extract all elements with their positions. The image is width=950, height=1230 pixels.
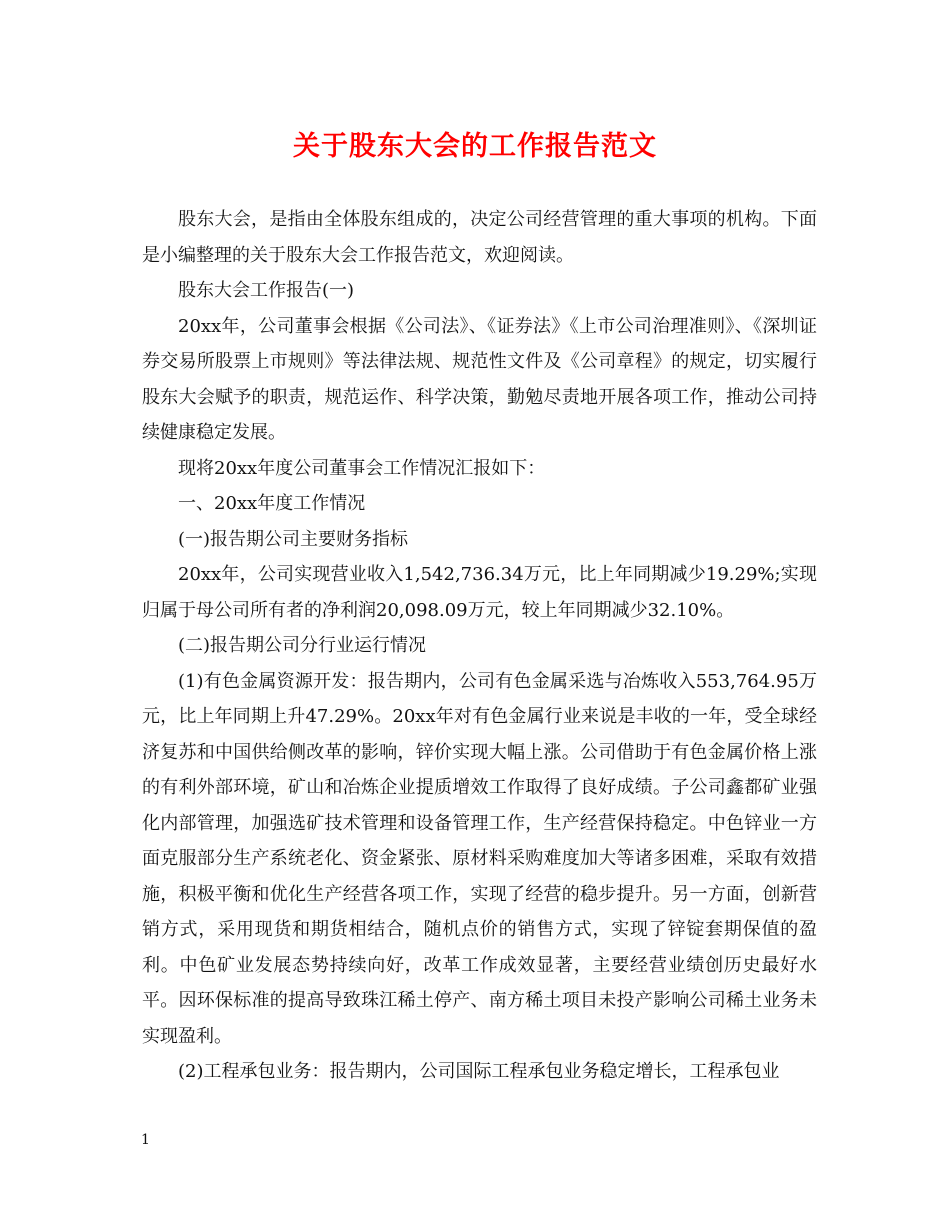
document-title: 关于股东大会的工作报告范文	[293, 131, 657, 162]
paragraph-board-overview: 20xx年，公司董事会根据《公司法》、《证券法》《上市公司治理准则》、《深圳证券交易所股票上市规则》等法律法规、规范性文件及《公司章程》的规定，切实履行股东大会赋予的职责，规范运作、科学决策，勤勉尽责地开展各项工作，推动公司持续健康稳定发展。	[142, 315, 817, 443]
paragraph-financial-heading: (一)报告期公司主要财务指标	[178, 528, 409, 550]
document-body	[142, 202, 817, 1090]
paragraph-intro: 股东大会，是指由全体股东组成的，决定公司经营管理的重大事项的机构。下面是小编整理的关于股东大会工作报告范文，欢迎阅读。	[142, 209, 817, 266]
paragraph-engineering-contracting: (2)工程承包业务：报告期内，公司国际工程承包业务稳定增长，工程承包业	[178, 1061, 780, 1082]
paragraph-report-heading: 股东大会工作报告(一)	[178, 280, 355, 301]
paragraph-nonferrous-metals: (1)有色金属资源开发：报告期内，公司有色金属采选与冶炼收入553,764.95万元，比上年同期上升47.29%。20xx年对有色金属行业来说是丰收的一年，受全球经济复苏和中国供给侧改革的影响，锌价实现大幅上涨。公司借助于有色金属价格上涨的有利外部环境，矿山和冶炼企业提质增效工作取得了良好成绩。子公司鑫都矿业强化内部管理，加强选矿技术管理和设备管理工作，生产经营保持稳定。中色锌业一方面克服部分生产系统老化、资金紧张、原材料采购难度加大等诸多困难，采取有效措施，积极平衡和优化生产经营各项工作，实现了经营的稳步提升。另一方面，创新营销方式，采用现货和期货相结合，随机点价的销售方式，实现了锌锭套期保值的盈利。中色矿业发展态势持续向好，改革工作成效显著，主要经营业绩创历史最好水平。因环保标准的提高导致珠江稀土停产、南方稀土项目未投产影响公司稀土业务未实现盈利。	[142, 670, 817, 1047]
paragraph-section-one-heading: 一、20xx年度工作情况	[178, 493, 366, 514]
page-number: 1	[141, 1132, 150, 1148]
paragraph-industry-heading: (二)报告期公司分行业运行情况	[178, 635, 427, 656]
paragraph-financial-results: 20xx年，公司实现营业收入1,542,736.34万元，比上年同期减少19.29%;实现归属于母公司所有者的净利润20,098.09万元，较上年同期减少32.10%。	[142, 564, 817, 621]
paragraph-report-lead: 现将20xx年度公司董事会工作情况汇报如下：	[178, 457, 546, 479]
